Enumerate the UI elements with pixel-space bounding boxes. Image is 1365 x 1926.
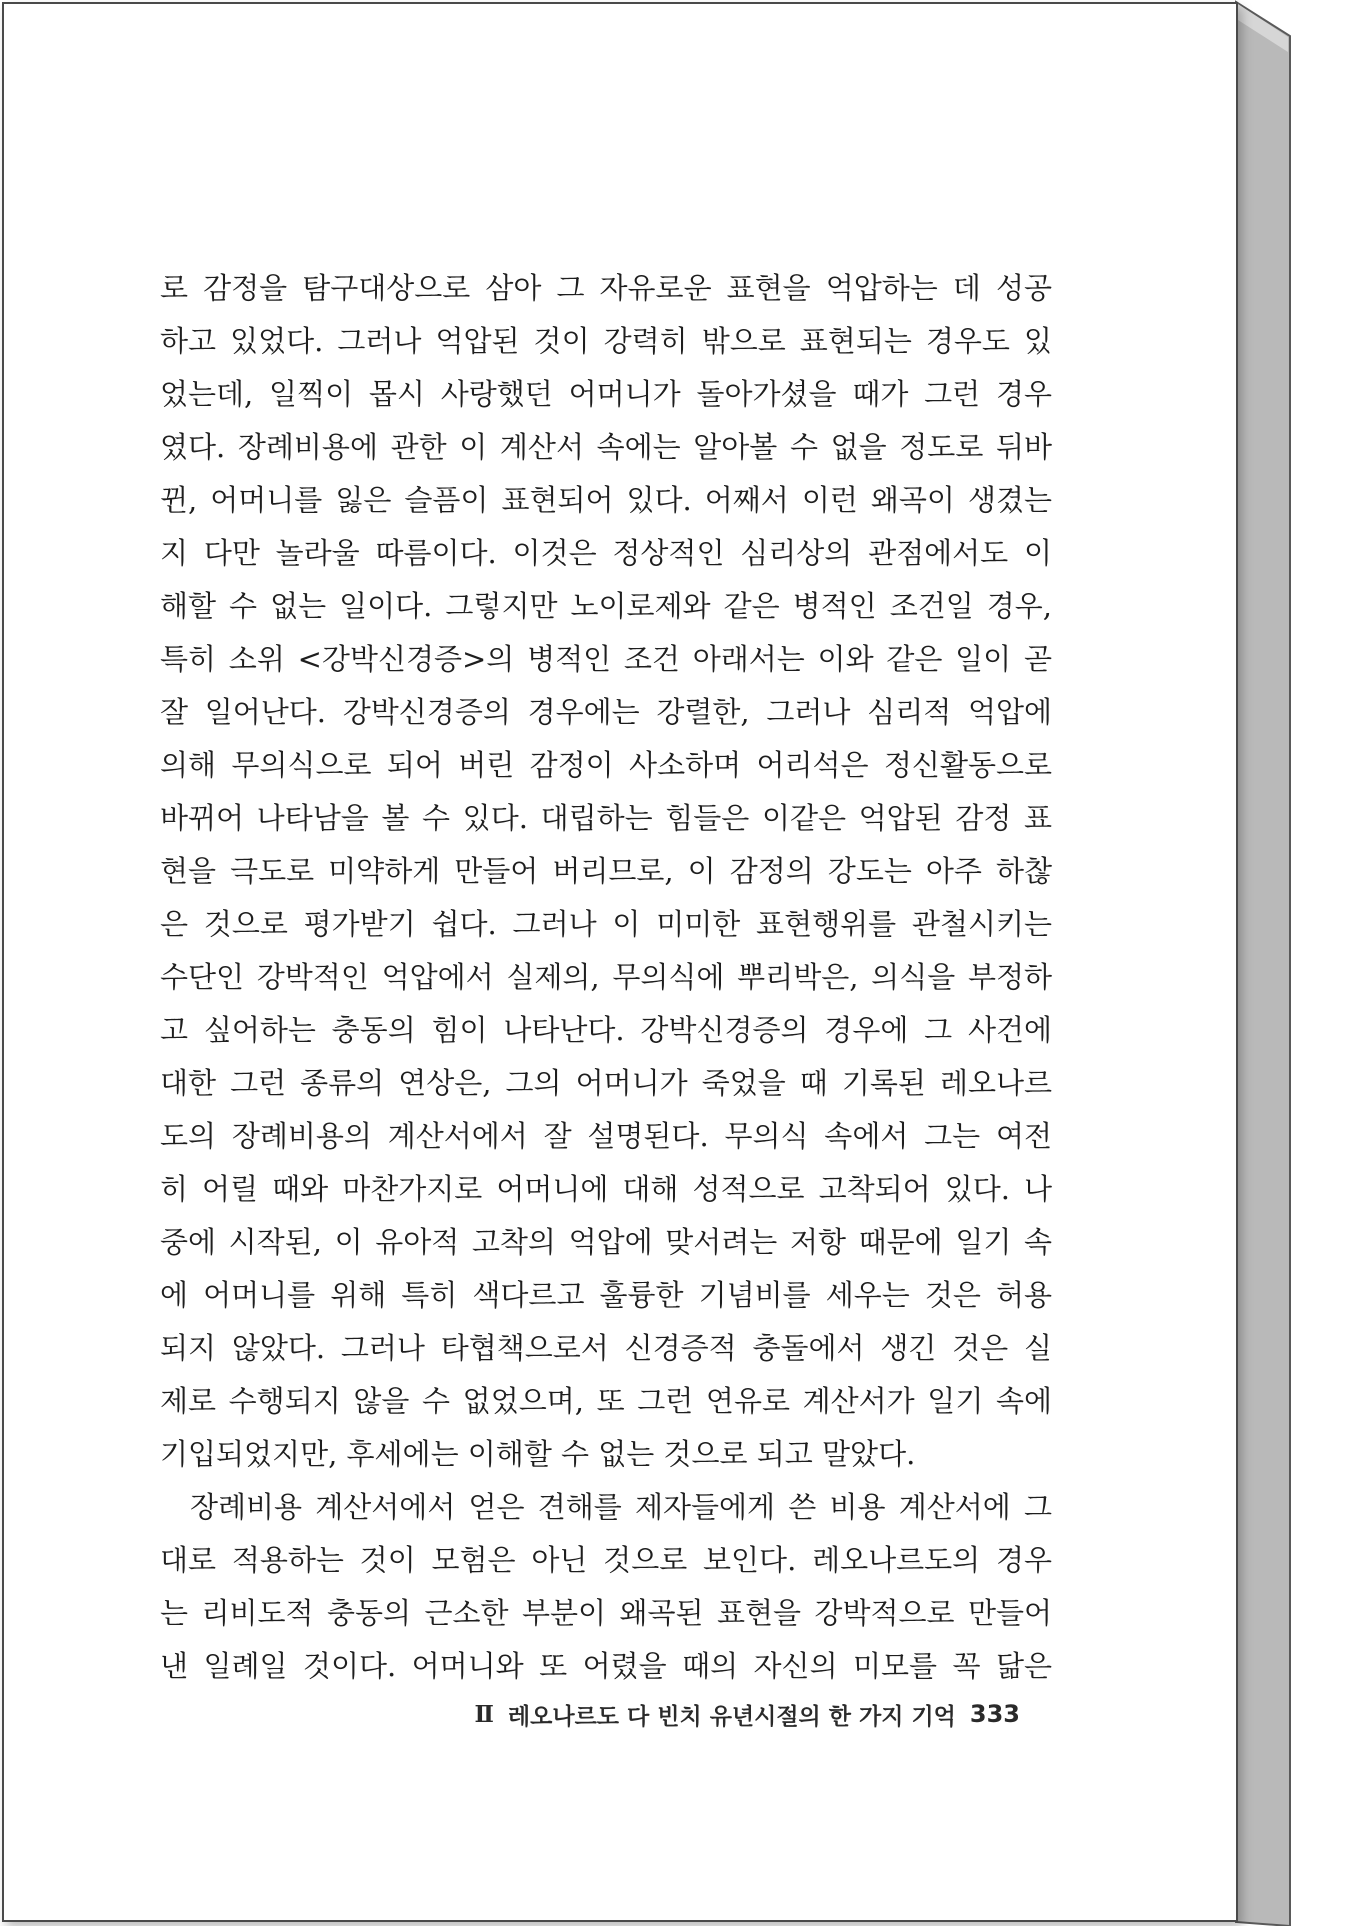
text-line: 었는데, 일찍이 몹시 사랑했던 어머니가 돌아가셨을 때가 그런 경우 [160, 377, 1052, 411]
text-line: 장례비용 계산서에서 얻은 견해를 제자들에게 쓴 비용 계산서에 그 [190, 1490, 1052, 1524]
text-line: 에 어머니를 위해 특히 색다르고 훌륭한 기념비를 세우는 것은 허용 [160, 1278, 1052, 1312]
text-line: 는 리비도적 충동의 근소한 부분이 왜곡된 표현을 강박적으로 만들어 [160, 1596, 1052, 1630]
text-line: 제로 수행되지 않을 수 없었으며, 또 그런 연유로 계산서가 일기 속에 [160, 1384, 1052, 1418]
text-line: 로 감정을 탐구대상으로 삼아 그 자유로운 표현을 억압하는 데 성공 [160, 271, 1052, 305]
text-line: 중에 시작된, 이 유아적 고착의 억압에 맞서려는 저항 때문에 일기 속 [160, 1225, 1052, 1259]
text-line: 고 싶어하는 충동의 힘이 나타난다. 강박신경증의 경우에 그 사건에 [160, 1013, 1052, 1047]
text-line: 수단인 강박적인 억압에서 실제의, 무의식에 뿌리박은, 의식을 부정하 [160, 960, 1052, 994]
paragraph [160, 262, 1052, 1481]
text-line: 낸 일례일 것이다. 어머니와 또 어렸을 때의 자신의 미모를 꼭 닮은 [160, 1649, 1052, 1683]
text-line: 바뀌어 나타남을 볼 수 있다. 대립하는 힘들은 이같은 억압된 감정 표 [160, 801, 1052, 835]
text-line: 히 어릴 때와 마찬가지로 어머니에 대해 성적으로 고착되어 있다. 나 [160, 1172, 1052, 1206]
text-line: 지 다만 놀라울 따름이다. 이것은 정상적인 심리상의 관점에서도 이 [160, 536, 1052, 570]
text-line: 현을 극도로 미약하게 만들어 버리므로, 이 감정의 강도는 아주 하찮 [160, 854, 1052, 888]
text-line: 의해 무의식으로 되어 버린 감정이 사소하며 어리석은 정신활동으로 [160, 748, 1052, 782]
text-line: 대한 그런 종류의 연상은, 그의 어머니가 죽었을 때 기록된 레오나르 [160, 1066, 1052, 1100]
running-footer [450, 1694, 1020, 1734]
body-text [160, 262, 1052, 1693]
text-line: 하고 있었다. 그러나 억압된 것이 강력히 밖으로 표현되는 경우도 있 [160, 324, 1052, 358]
text-line: 되지 않았다. 그러나 타협책으로서 신경증적 충돌에서 생긴 것은 실 [160, 1331, 1052, 1365]
text-line: 은 것으로 평가받기 쉽다. 그러나 이 미미한 표현행위를 관철시키는 [160, 907, 1052, 941]
section-number: Ⅱ [474, 1700, 494, 1728]
chapter-title: 레오나르도 다 빈치 유년시절의 한 가지 기억 [507, 1703, 956, 1730]
text-line: 도의 장례비용의 계산서에서 잘 설명된다. 무의식 속에서 그는 여전 [160, 1119, 1052, 1153]
text-line: 였다. 장례비용에 관한 이 계산서 속에는 알아볼 수 없을 정도로 뒤바 [160, 430, 1052, 464]
page-number: 333 [969, 1700, 1020, 1728]
text-line: 대로 적용하는 것이 모험은 아닌 것으로 보인다. 레오나르도의 경우 [160, 1543, 1052, 1577]
text-line: 기입되었지만, 후세에는 이해할 수 없는 것으로 되고 말았다. [160, 1437, 916, 1471]
text-line: 뀐, 어머니를 잃은 슬픔이 표현되어 있다. 어째서 이런 왜곡이 생겼는 [160, 483, 1052, 517]
text-line: 잘 일어난다. 강박신경증의 경우에는 강렬한, 그러나 심리적 억압에 [160, 695, 1052, 729]
text-line: 해할 수 없는 일이다. 그렇지만 노이로제와 같은 병적인 조건일 경우, [160, 589, 1052, 623]
paragraph [160, 1481, 1052, 1693]
text-line: 특히 소위 <강박신경증>의 병적인 조건 아래서는 이와 같은 일이 곧 [160, 642, 1052, 676]
